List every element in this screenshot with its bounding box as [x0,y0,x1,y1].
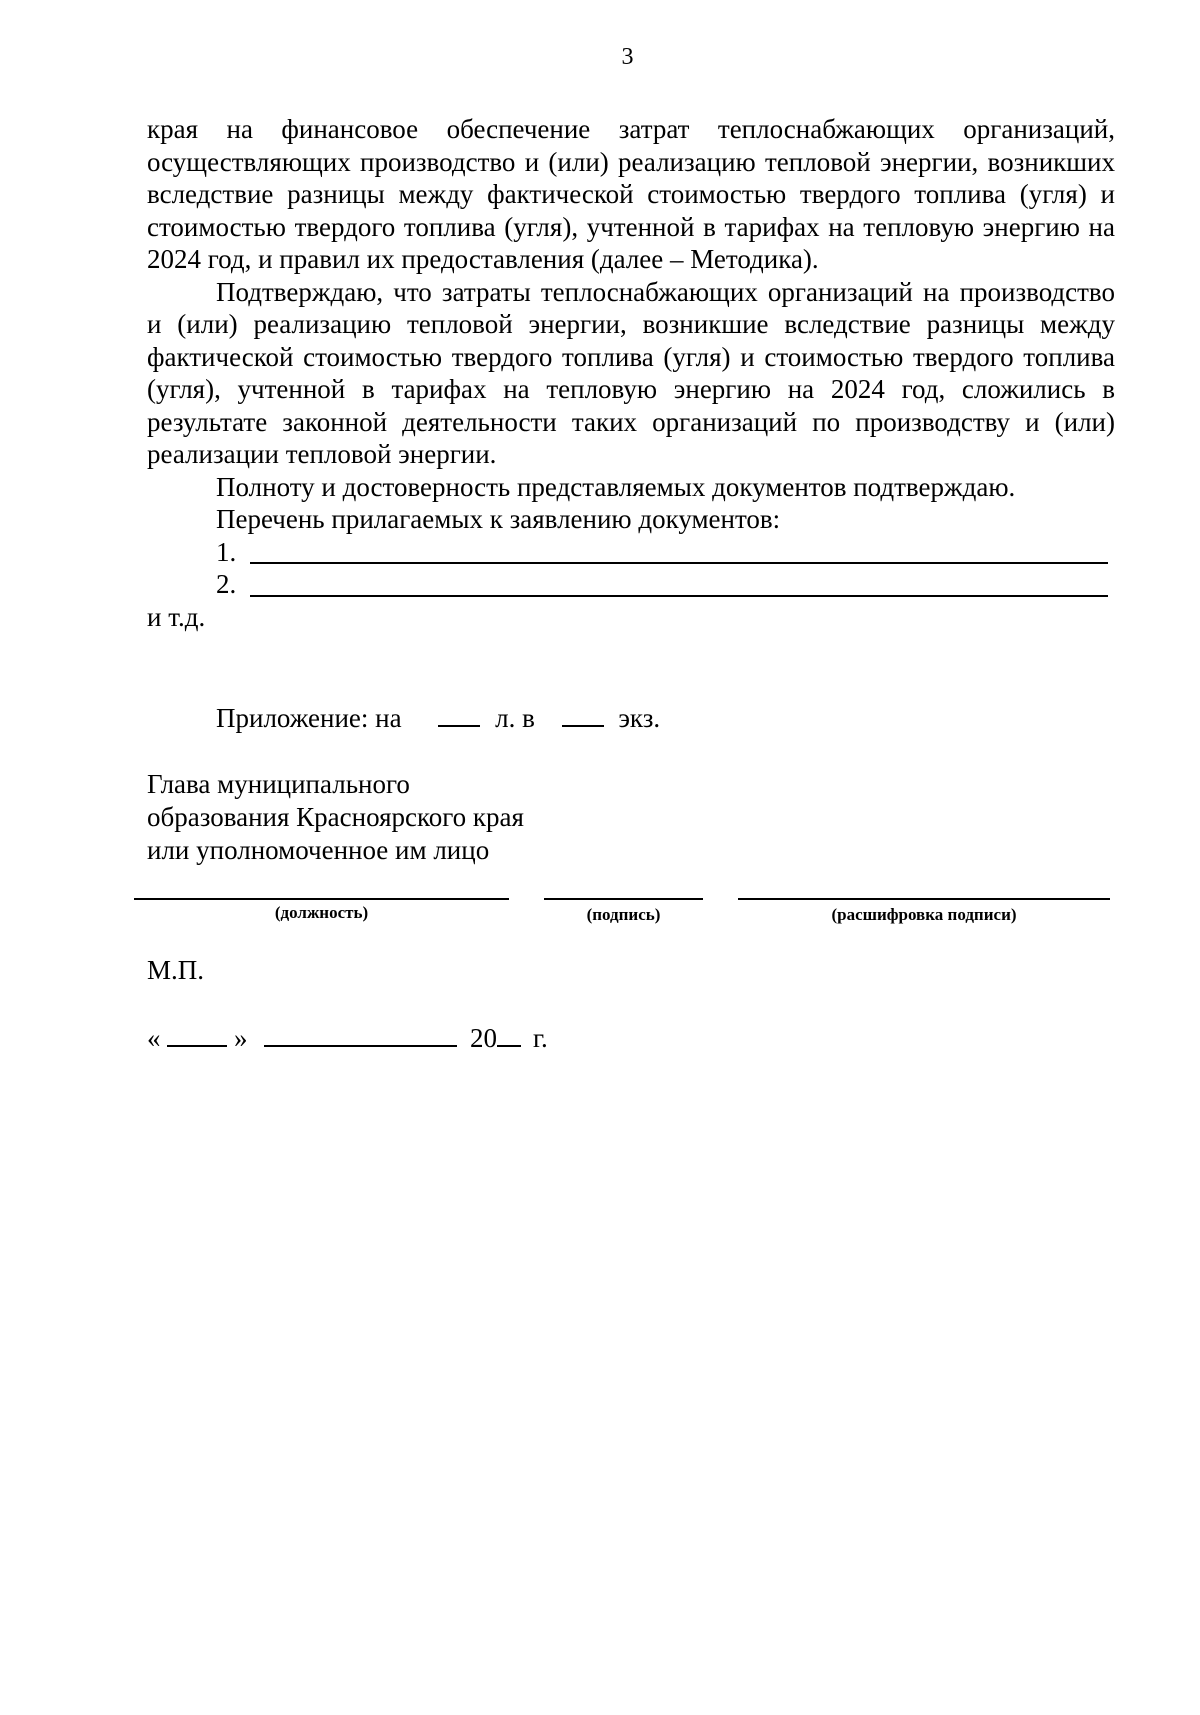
body-text [147,113,1115,633]
signature-caption: (подпись) [586,905,661,924]
date-line [147,1023,548,1054]
decoding-caption: (расшифровка подписи) [831,905,1017,924]
signer-line-2: образования Красноярского края [147,802,524,832]
appendix-line [216,703,660,734]
appendix-sheets-suffix: л. в [495,703,535,733]
attachment-list-item [147,536,1115,569]
date-close-quote: » [234,1023,248,1053]
list-item-number: 1. [216,536,237,567]
position-caption: (должность) [274,903,369,922]
month-blank[interactable] [264,1044,457,1047]
year-prefix: 20 [470,1023,497,1053]
signer-line-1: Глава муниципального [147,769,410,799]
list-item-number: 2. [216,569,237,599]
signer-block [147,768,524,867]
paragraph-completeness: Полноту и достоверность представляемых документов подтверждаю. [216,471,1016,502]
signature-line[interactable] [544,898,703,900]
day-blank[interactable] [167,1044,227,1047]
paragraph-attachment-list-heading: Перечень прилагаемых к заявлению документов: [216,504,781,534]
position-signature-line[interactable] [134,898,509,900]
appendix-copies-suffix: экз. [618,703,661,733]
stamp-place: М.П. [147,955,205,985]
signer-line-3: или уполномоченное им лицо [147,835,490,865]
list-etc: и т.д. [147,601,206,632]
copies-count-blank[interactable] [562,724,604,727]
date-open-quote: « [147,1023,161,1053]
paragraph-confirmation: Подтверждаю, что затраты теплоснабжающих организаций на производство и (или) реализацию тепловой энергии, возникшие вследствие разницы между фактической стоимостью твердого топлива (угля) и стоимостью твердого топлива (угля), учтенной в тарифах на тепловую энергию на 2024 год, сложились в результате законной деятельности таких организаций по производству и (или) реализации тепловой энергии. [147,276,1115,469]
year-blank[interactable] [497,1044,521,1047]
sheets-count-blank[interactable] [438,724,480,727]
paragraph-continuation: края на финансовое обеспечение затрат теплоснабжающих организаций, осуществляющих производство и (или) реализацию тепловой энергии, возникших вследствие разницы между фактической стоимостью твердого топлива (угля) и стоимостью твердого топлива (угля), учтенной в тарифах на тепловую энергию на 2024 год, и правил их предоставления (далее – Методика). [147,114,1115,274]
decoding-signature-line[interactable] [738,898,1110,900]
appendix-prefix: Приложение: на [216,703,402,733]
page-number: 3 [621,44,634,70]
list-item-blank-line[interactable] [250,595,1108,597]
attachment-list-item [147,568,1115,601]
list-item-blank-line[interactable] [250,562,1108,564]
year-suffix: г. [533,1023,548,1053]
